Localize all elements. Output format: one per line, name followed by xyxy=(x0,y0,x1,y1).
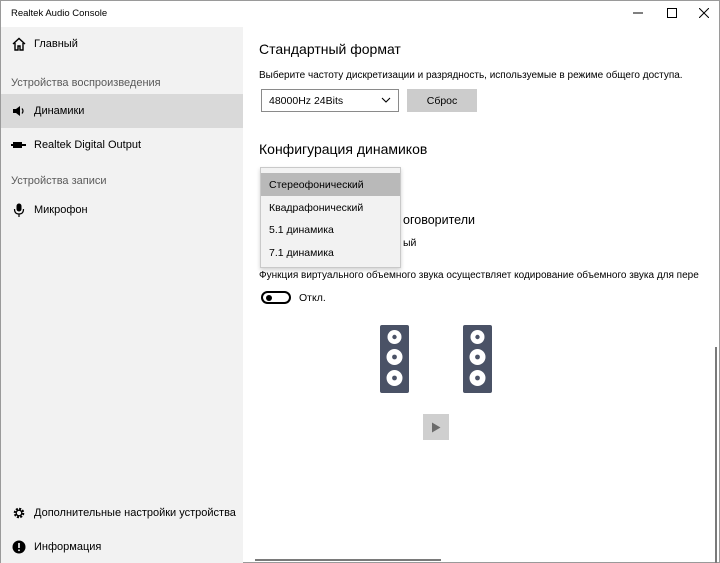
sidebar-item-label: Микрофон xyxy=(34,204,88,216)
sidebar-item-label: Динамики xyxy=(34,105,85,117)
sidebar-item-microphone[interactable] xyxy=(1,193,243,227)
close-button[interactable] xyxy=(687,1,720,25)
vertical-scrollbar[interactable] xyxy=(715,347,717,563)
speaker-config-dropdown xyxy=(260,167,401,268)
sidebar-item-label: Информация xyxy=(34,541,102,553)
sidebar-item-digital-output[interactable] xyxy=(1,128,243,162)
maximize-button[interactable] xyxy=(655,1,689,25)
sidebar xyxy=(1,27,243,563)
dropdown-option-5-1[interactable]: 5.1 динамика xyxy=(269,223,334,236)
gear-icon xyxy=(11,505,27,521)
speaker-cabinet-icon xyxy=(380,325,409,393)
default-format-heading: Стандартный формат xyxy=(259,41,401,57)
default-format-description: Выберите частоту дискретизации и разрядность, используемые в режиме общего доступа. xyxy=(259,70,683,81)
sidebar-item-speakers[interactable] xyxy=(1,94,243,128)
speaker-cabinet-icon xyxy=(463,325,492,393)
format-select-value: 48000Hz 24Bits xyxy=(269,94,344,107)
sidebar-item-label: Realtek Digital Output xyxy=(34,139,141,151)
sidebar-item-info[interactable] xyxy=(1,530,243,563)
close-icon xyxy=(699,8,709,18)
speakers-subheading-tail: оговорители xyxy=(403,213,475,227)
toggle-knob xyxy=(266,295,272,301)
minimize-button[interactable] xyxy=(621,1,655,25)
right-speaker[interactable] xyxy=(463,325,492,398)
info-icon xyxy=(11,539,27,555)
recording-section-label: Устройства записи xyxy=(11,175,107,187)
reset-button[interactable]: Сброс xyxy=(407,89,477,112)
dropdown-option-quad[interactable]: Квадрафонический xyxy=(269,201,364,214)
digital-output-icon xyxy=(11,137,27,153)
virtual-surround-toggle[interactable] xyxy=(261,291,291,304)
speaker-option-tail: ый xyxy=(403,237,417,249)
test-play-button[interactable] xyxy=(423,414,449,440)
playback-section-label: Устройства воспроизведения xyxy=(11,77,161,89)
chevron-down-icon xyxy=(381,95,391,105)
speaker-config-heading: Конфигурация динамиков xyxy=(259,141,428,157)
toggle-state-label: Откл. xyxy=(299,292,326,304)
dropdown-option-stereo[interactable]: Стереофонический xyxy=(261,173,400,196)
sidebar-item-label: Дополнительные настройки устройства xyxy=(34,507,236,519)
maximize-icon xyxy=(667,8,677,18)
minimize-icon xyxy=(633,8,643,18)
home-icon xyxy=(11,36,27,52)
left-speaker[interactable] xyxy=(380,325,409,398)
sidebar-item-advanced-settings[interactable] xyxy=(1,496,243,530)
format-select[interactable] xyxy=(261,89,399,112)
sidebar-item-label: Главный xyxy=(34,38,78,50)
play-icon xyxy=(431,422,441,433)
speaker-icon xyxy=(11,103,27,119)
title-bar xyxy=(1,1,719,27)
main-content xyxy=(243,27,719,563)
horizontal-scrollbar[interactable] xyxy=(255,559,441,561)
microphone-icon xyxy=(11,202,27,218)
dropdown-option-7-1[interactable]: 7.1 динамика xyxy=(269,246,334,259)
app-title: Realtek Audio Console xyxy=(11,8,108,19)
sidebar-item-home[interactable] xyxy=(1,27,243,61)
virtual-surround-description: Функция виртуального объемного звука осуществляет кодирование объемного звука для пере xyxy=(259,270,699,281)
